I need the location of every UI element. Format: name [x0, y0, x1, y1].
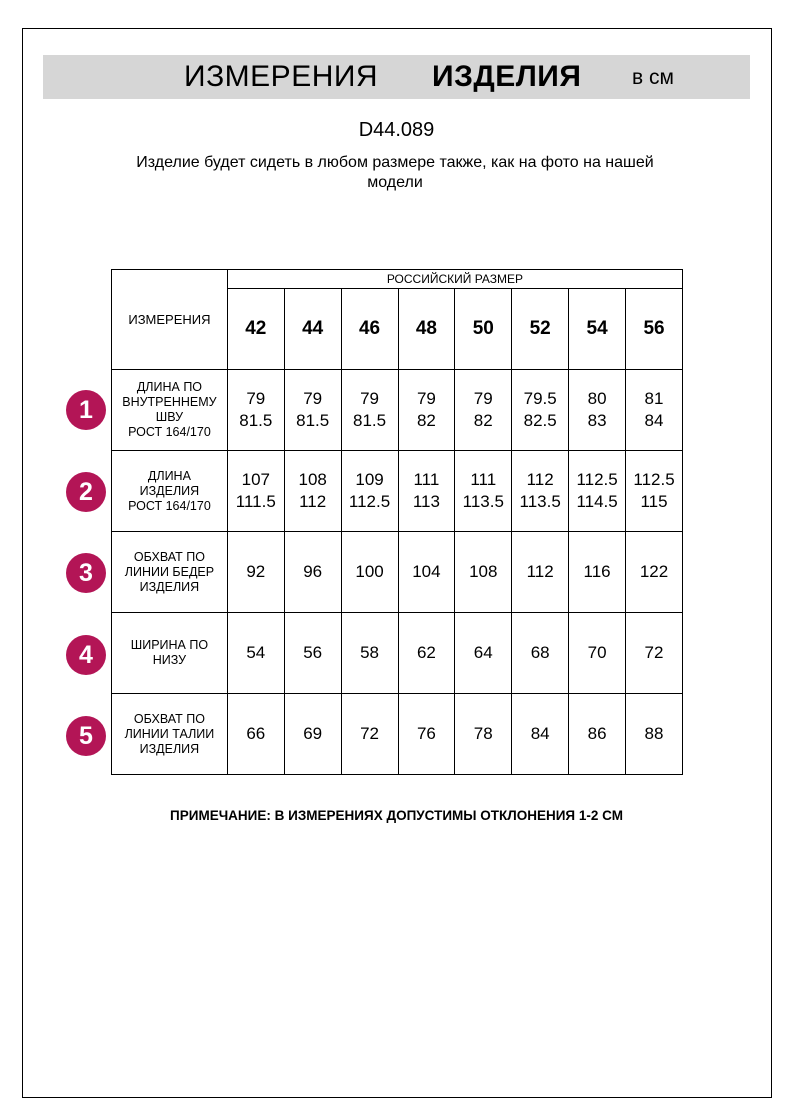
row-number-badge: 4 — [66, 635, 106, 675]
row-label-line: ДЛИНА ПО — [136, 380, 203, 394]
value-cell — [227, 451, 284, 532]
measurements-header: ИЗМЕРЕНИЯ — [112, 270, 228, 370]
cell-value: 81.5 — [296, 411, 330, 430]
cell-value: 80 — [587, 389, 607, 408]
value-cell — [455, 532, 512, 613]
row-label — [112, 532, 228, 613]
value-cell — [227, 694, 284, 775]
cell-value: 113.5 — [462, 492, 504, 511]
size-header-44: 44 — [284, 289, 341, 370]
cell-value: 54 — [246, 643, 266, 662]
cell-value: 62 — [416, 643, 436, 662]
row-label — [112, 613, 228, 694]
cell-value: 72 — [644, 643, 664, 662]
value-cell — [284, 613, 341, 694]
cell-value: 83 — [587, 411, 607, 430]
cell-value: 81.5 — [353, 411, 387, 430]
value-cell — [626, 694, 683, 775]
cell-value: 88 — [644, 724, 664, 743]
table-row — [112, 613, 683, 694]
size-header-46: 46 — [341, 289, 398, 370]
row-label — [112, 370, 228, 451]
value-cell — [455, 451, 512, 532]
cell-value: 100 — [355, 562, 384, 581]
value-cell — [512, 370, 569, 451]
cell-value: 96 — [303, 562, 323, 581]
row-label-line: ШВУ — [155, 410, 184, 424]
row-label-line: ИЗДЕЛИЯ — [139, 483, 200, 498]
table-row — [112, 451, 683, 532]
size-header-52: 52 — [512, 289, 569, 370]
cell-value: 112 — [299, 492, 327, 511]
value-cell — [512, 613, 569, 694]
row-label — [112, 694, 228, 775]
size-header-42: 42 — [227, 289, 284, 370]
value-cell — [398, 532, 455, 613]
value-cell — [284, 370, 341, 451]
fit-description: Изделие будет сидеть в любом размере также, как на фото на нашей модели — [136, 154, 654, 191]
value-cell — [569, 532, 626, 613]
cell-value: 107 — [241, 470, 270, 489]
article-number: D44.089 — [358, 119, 435, 141]
row-number-badge: 5 — [66, 716, 106, 756]
cell-value: 79 — [473, 389, 493, 408]
value-cell — [626, 451, 683, 532]
row-label-line: ШИРИНА ПО — [130, 638, 209, 652]
value-cell — [341, 532, 398, 613]
row-number-badge: 3 — [66, 553, 106, 593]
value-cell — [284, 532, 341, 613]
cell-value: 109 — [355, 470, 384, 489]
value-cell — [626, 370, 683, 451]
cell-value: 69 — [303, 724, 323, 743]
row-label-line: ДЛИНА — [147, 468, 191, 483]
measurement-rows — [112, 370, 683, 775]
table-row — [112, 370, 683, 451]
cell-value: 58 — [360, 643, 379, 662]
cell-value: 72 — [360, 724, 379, 743]
cell-value: 56 — [303, 643, 323, 662]
value-cell — [341, 694, 398, 775]
cell-value: 112.5 — [633, 470, 675, 489]
cell-value: 111 — [470, 470, 497, 489]
row-label-line: ОБХВАТ ПО — [133, 711, 205, 726]
table-row — [112, 532, 683, 613]
size-table — [111, 269, 683, 775]
cell-value: 111.5 — [235, 492, 276, 511]
cell-value: 84 — [530, 724, 550, 743]
cell-value: 82 — [473, 411, 493, 430]
cell-value: 108 — [298, 470, 327, 489]
value-cell — [569, 370, 626, 451]
value-cell — [341, 370, 398, 451]
cell-value: 78 — [473, 724, 493, 743]
cell-value: 108 — [469, 562, 498, 581]
cell-value: 81 — [644, 389, 664, 408]
cell-value: 113 — [412, 492, 440, 511]
cell-value: 104 — [412, 562, 441, 581]
row-number-badge: 2 — [66, 472, 106, 512]
value-cell — [227, 532, 284, 613]
row-label-line: ВНУТРЕННЕМУ — [122, 395, 217, 409]
row-label-line: РОСТ 164/170 — [128, 425, 211, 439]
value-cell — [284, 694, 341, 775]
value-cell — [569, 451, 626, 532]
cell-value: 113.5 — [519, 492, 561, 511]
cell-value: 81.5 — [239, 411, 273, 430]
value-cell — [284, 451, 341, 532]
cell-value: 122 — [639, 562, 669, 581]
title-product: ИЗДЕЛИЯ — [432, 60, 582, 93]
value-cell — [227, 370, 284, 451]
cell-value: 64 — [473, 643, 493, 662]
size-header-48: 48 — [398, 289, 455, 370]
size-header-50: 50 — [455, 289, 512, 370]
cell-value: 82.5 — [523, 411, 557, 430]
cell-value: 86 — [587, 724, 607, 743]
cell-value: 66 — [246, 724, 266, 743]
cell-value: 112.5 — [348, 492, 391, 511]
value-cell — [398, 451, 455, 532]
value-cell — [512, 451, 569, 532]
value-cell — [341, 451, 398, 532]
row-label-line: РОСТ 164/170 — [128, 498, 211, 513]
cell-value: 114.5 — [576, 492, 618, 511]
cell-value: 112.5 — [576, 470, 618, 489]
cell-value: 79 — [360, 389, 379, 408]
size-header-54: 54 — [569, 289, 626, 370]
cell-value: 115 — [640, 492, 668, 511]
value-cell — [398, 613, 455, 694]
cell-value: 111 — [413, 470, 440, 489]
cell-value: 116 — [583, 562, 611, 581]
cell-value: 92 — [246, 562, 266, 581]
value-cell — [341, 613, 398, 694]
cell-value: 79.5 — [523, 389, 557, 408]
row-label-line: НИЗУ — [152, 653, 187, 667]
russian-size-header: РОССИЙСКИЙ РАЗМЕР — [227, 270, 682, 289]
value-cell — [398, 370, 455, 451]
size-header-56: 56 — [626, 289, 683, 370]
title-measurements: ИЗМЕРЕНИЯ — [184, 60, 379, 93]
value-cell — [626, 532, 683, 613]
cell-value: 79 — [416, 389, 436, 408]
row-label-line: ЛИНИИ ТАЛИИ — [124, 726, 215, 741]
row-number-badge: 1 — [66, 390, 106, 430]
tolerance-note: ПРИМЕЧАНИЕ: В ИЗМЕРЕНИЯХ ДОПУСТИМЫ ОТКЛОНЕНИЯ 1-2 СМ — [170, 808, 623, 823]
value-cell — [626, 613, 683, 694]
cell-value: 68 — [530, 643, 550, 662]
table-row — [112, 694, 683, 775]
value-cell — [227, 613, 284, 694]
value-cell — [512, 694, 569, 775]
row-label-line: ОБХВАТ ПО — [133, 549, 205, 564]
cell-value: 112 — [526, 562, 554, 581]
cell-value: 70 — [587, 643, 607, 662]
value-cell — [512, 532, 569, 613]
cell-value: 76 — [416, 724, 436, 743]
value-cell — [398, 694, 455, 775]
row-label-line: ИЗДЕЛИЯ — [139, 741, 200, 756]
title-unit: в см — [632, 66, 674, 89]
cell-value: 82 — [416, 411, 436, 430]
cell-value: 79 — [303, 389, 323, 408]
value-cell — [455, 613, 512, 694]
cell-value: 84 — [644, 411, 664, 430]
cell-value: 79 — [246, 389, 266, 408]
value-cell — [455, 694, 512, 775]
row-label — [112, 451, 228, 532]
cell-value: 112 — [526, 470, 554, 489]
row-label-line: ИЗДЕЛИЯ — [139, 579, 200, 594]
value-cell — [569, 694, 626, 775]
value-cell — [569, 613, 626, 694]
row-label-line: ЛИНИИ БЕДЕР — [124, 564, 215, 579]
value-cell — [455, 370, 512, 451]
